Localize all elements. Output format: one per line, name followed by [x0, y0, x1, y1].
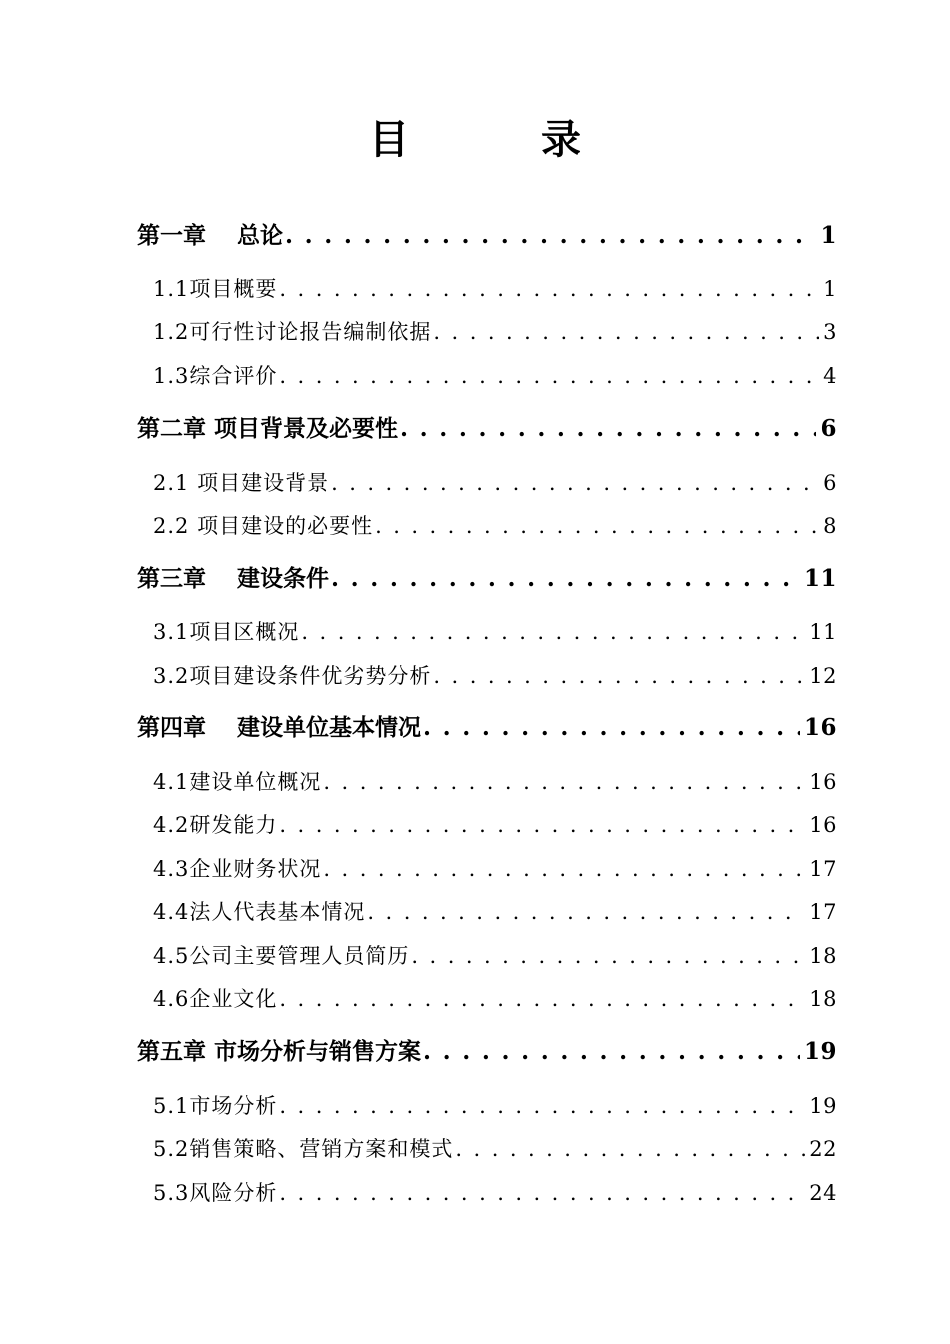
toc-entry-label: 2.2 项目建设的必要性	[153, 514, 374, 538]
toc-page-number: 24	[809, 1181, 837, 1205]
toc-page-number: 4	[823, 364, 837, 388]
toc-entry-label: 2.1 项目建设背景	[153, 471, 330, 495]
toc-entry-label: 第四章 建设单位基本情况	[137, 714, 422, 741]
toc-section-entry[interactable]	[153, 897, 837, 927]
dot-leader	[323, 854, 805, 884]
toc-section-entry[interactable]	[153, 854, 837, 884]
toc-page-number: 11	[809, 620, 837, 644]
dot-leader	[331, 468, 819, 498]
toc-entry-label: 5.3风险分析	[153, 1181, 278, 1205]
dot-leader	[279, 984, 805, 1014]
toc-page-number: 16	[803, 714, 837, 741]
toc-section-entry[interactable]	[153, 361, 837, 391]
toc-entry-label: 4.4法人代表基本情况	[153, 900, 366, 924]
dot-leader	[285, 220, 816, 252]
toc-page-number: 19	[809, 1094, 837, 1118]
toc-entry-label: 1.2可行性讨论报告编制依据	[153, 320, 432, 344]
toc-page-number: 16	[809, 770, 837, 794]
toc-page-number: 19	[803, 1038, 837, 1065]
toc-entry-label: 1.3综合评价	[153, 364, 278, 388]
toc-section-entry[interactable]	[153, 810, 837, 840]
dot-leader	[433, 661, 805, 691]
dot-leader	[375, 511, 819, 541]
dot-leader	[323, 767, 805, 797]
toc-chapter-entry[interactable]	[137, 413, 837, 445]
dot-leader	[433, 317, 819, 347]
dot-leader	[279, 1178, 805, 1208]
toc-page-number: 6	[823, 471, 837, 495]
toc-section-entry[interactable]	[153, 1178, 837, 1208]
toc-title: 目 录	[369, 116, 627, 163]
toc-page-number: 1	[823, 277, 837, 301]
toc-entry-label: 5.1市场分析	[153, 1094, 278, 1118]
toc-section-entry[interactable]	[153, 274, 837, 304]
toc-page-number: 17	[809, 857, 837, 881]
toc-page-number: 16	[809, 813, 837, 837]
toc-entry-label: 5.2销售策略、营销方案和模式	[153, 1137, 454, 1161]
toc-section-entry[interactable]	[153, 468, 837, 498]
dot-leader	[331, 563, 800, 595]
toc-entry-label: 3.2项目建设条件优劣势分析	[153, 664, 432, 688]
dot-leader	[455, 1134, 805, 1164]
toc-section-entry[interactable]	[153, 317, 837, 347]
dot-leader	[279, 1091, 805, 1121]
toc-section-entry[interactable]	[153, 767, 837, 797]
toc-page-number: 12	[809, 664, 837, 688]
toc-section-entry[interactable]	[153, 1134, 837, 1164]
toc-entry-label: 4.5公司主要管理人员简历	[153, 944, 410, 968]
toc-page-number: 18	[809, 987, 837, 1011]
toc-entry-label: 第二章 项目背景及必要性	[137, 415, 399, 442]
toc-entry-label: 4.3企业财务状况	[153, 857, 322, 881]
toc-section-entry[interactable]	[153, 661, 837, 691]
toc-page-number: 11	[803, 565, 837, 592]
toc-chapter-entry[interactable]	[137, 1036, 837, 1068]
toc-page-number: 18	[809, 944, 837, 968]
toc-entry-label: 3.1项目区概况	[153, 620, 300, 644]
toc-entry-label: 第五章 市场分析与销售方案	[137, 1038, 422, 1065]
dot-leader	[279, 361, 819, 391]
toc-section-entry[interactable]	[153, 511, 837, 541]
toc-entry-label: 第一章 总论	[137, 222, 284, 249]
toc-section-entry[interactable]	[153, 984, 837, 1014]
toc-entry-label: 4.1建设单位概况	[153, 770, 322, 794]
toc-entry-label: 1.1项目概要	[153, 277, 278, 301]
toc-page-number: 1	[820, 222, 837, 249]
toc-chapter-entry[interactable]	[137, 712, 837, 744]
toc-page-number: 17	[809, 900, 837, 924]
toc-section-entry[interactable]	[153, 941, 837, 971]
toc-entry-label: 4.2研发能力	[153, 813, 278, 837]
dot-leader	[301, 617, 805, 647]
toc-section-entry[interactable]	[153, 617, 837, 647]
dot-leader	[423, 1036, 800, 1068]
dot-leader	[367, 897, 805, 927]
toc-chapter-entry[interactable]	[137, 220, 837, 252]
dot-leader	[279, 274, 819, 304]
toc-entry-label: 第三章 建设条件	[137, 565, 330, 592]
toc-entry-label: 4.6企业文化	[153, 987, 278, 1011]
dot-leader	[423, 712, 800, 744]
toc-page-number: 6	[820, 415, 837, 442]
toc-page-number: 3	[823, 320, 837, 344]
dot-leader	[411, 941, 805, 971]
toc-page-number: 8	[823, 514, 837, 538]
dot-leader	[279, 810, 805, 840]
dot-leader	[400, 413, 816, 445]
toc-section-entry[interactable]	[153, 1091, 837, 1121]
toc-page-number: 22	[809, 1137, 837, 1161]
toc-chapter-entry[interactable]	[137, 563, 837, 595]
